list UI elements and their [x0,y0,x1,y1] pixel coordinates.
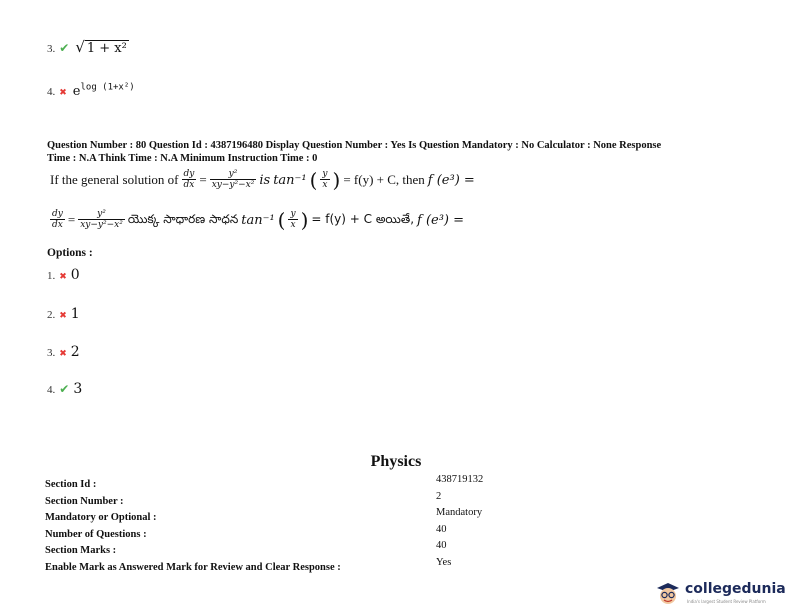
check-icon: ✔ [59,41,70,55]
exp-expression: $e^{log (1+x^2)}$ [72,82,135,99]
check-icon: ✔ [59,382,70,396]
option-1: 1. ✖ 0 [47,267,80,283]
question-text-english: If the general solution of $\frac{dy}{dx}$ = $\frac{\text{y²}}{\text{xy−y²−x²}}$ is tan⁻¹ ( $\frac{y}{x}$ ) = f(y) + C, then f (e³) = [50,168,475,192]
cross-icon: ✖ [59,272,67,282]
section-row: Enable Mark as Answered Mark for Review and Clear Response : Yes [45,556,452,573]
question-meta-line1: Question Number : 80 Question Id : 4387196480 Display Question Number : Yes Is Question Mandatory : No Calculator : None Response [47,140,662,151]
question-text-telugu: $\frac{dy}{dx}$ = $\frac{\text{y²}}{\text{xy−y²−x²}}$ యొక్క సాధారణ సాధన tan⁻¹ ( $\frac{y}{x}$ ) = f(y) + C అయితే, f (e³) = [52,208,465,232]
options-label: Options : [47,247,93,259]
fraction-dy-dx: $\frac{dy}{dx}$ [183,169,195,190]
logo-tagline: India's largest Student Review Platform [687,599,766,604]
section-row: Section Marks : 40 [45,540,447,556]
section-row: Section Id : 438719132 [45,474,484,490]
fraction-rhs: $\frac{\text{y²}}{\text{xy−y²−x²}}$ [80,209,123,230]
section-row: Mandatory or Optional : Mandatory [45,507,483,523]
section-title: Physics [370,453,422,470]
section-row: Number of Questions : 40 [45,523,447,540]
mascot-icon [654,579,682,607]
option-3: 3. ✖ 2 [47,344,80,360]
fraction-rhs: $\frac{\text{y²}}{\text{xy−y²−x²}}$ [211,169,255,190]
fraction-dy-dx: $\frac{dy}{dx}$ [52,209,63,230]
option-4: 4. ✔ 3 [47,381,83,397]
question-meta-line2: Time : N.A Think Time : N.A Minimum Instruction Time : 0 [47,153,318,164]
cross-icon: ✖ [59,311,67,321]
option-number: 4. [47,86,56,98]
option-2: 2. ✖ 1 [47,306,80,322]
prev-option-4 [47,82,135,100]
logo-name: collegedunia [685,581,786,597]
fraction-y-x: $\frac{y}{x}$ [322,169,328,190]
sqrt-expression: √ 1 + x² [75,38,127,56]
section-row: Section Number : 2 [45,490,442,507]
cross-icon: ✖ [59,88,67,98]
prev-option-3 [47,38,129,57]
fraction-y-x: $\frac{y}{x}$ [290,209,296,230]
section-details [45,474,565,573]
cross-icon: ✖ [59,349,67,359]
option-number: 3. [47,43,56,55]
collegedunia-logo [654,578,790,608]
